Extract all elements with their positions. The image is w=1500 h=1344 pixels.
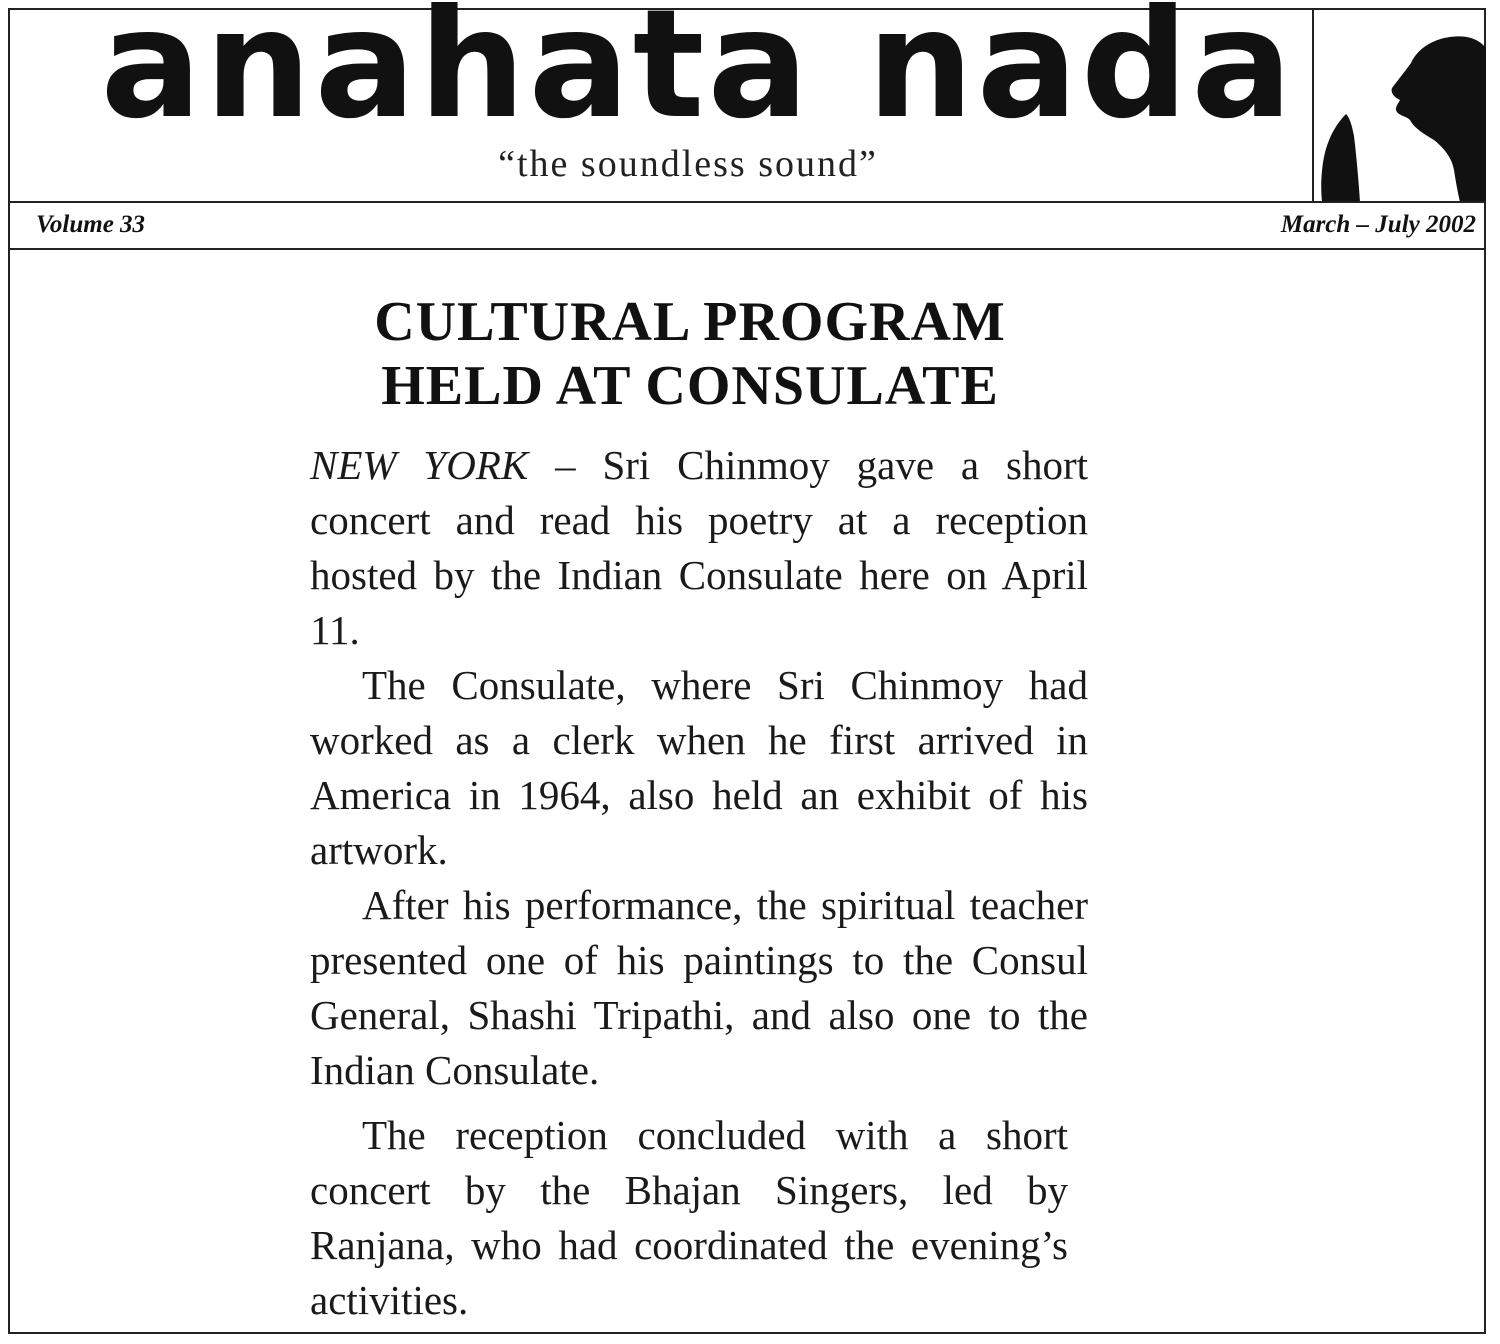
paragraph-1-text: Sri Chinmoy gave a short concert and read his poetry at a reception hosted by the Indian Consulate here on April 11. — [310, 442, 1088, 653]
issue-info-bottom-rule — [8, 248, 1486, 250]
meditating-figure-silhouette-icon — [1314, 8, 1486, 202]
issue-volume: Volume 33 — [36, 211, 146, 238]
logo-box — [1312, 8, 1486, 202]
article-paragraph-2: The Consulate, where Sri Chinmoy had worked as a clerk when he first arrived in America in 1964, also held an exhibit of his artwork. — [310, 662, 1088, 873]
issue-date: March – July 2002 — [1280, 211, 1476, 238]
newsletter-subtitle: “the soundless sound” — [498, 143, 878, 185]
headline-line-1: CULTURAL PROGRAM — [374, 291, 1006, 353]
article-paragraph-3: After his performance, the spiritual teacher presented one of his paintings to the Consul General, Shashi Tripathi, and also one to the Indian Consulate. — [310, 882, 1088, 1093]
newsletter-title: anahata nada — [100, 0, 1296, 152]
article-headline — [300, 290, 1080, 418]
headline-line-2: HELD AT CONSULATE — [381, 355, 999, 417]
masthead-bottom-rule — [8, 201, 1486, 203]
article-body — [310, 438, 1088, 1328]
dateline-separator: – — [528, 442, 603, 488]
masthead — [8, 0, 1314, 202]
article-paragraph-1 — [310, 438, 1088, 658]
dateline: NEW YORK — [310, 442, 529, 488]
article-paragraph-4: The reception concluded with a short concert by the Bhajan Singers, led by Ranjana, who had coordinated the evening’s activities. — [310, 1112, 1068, 1323]
